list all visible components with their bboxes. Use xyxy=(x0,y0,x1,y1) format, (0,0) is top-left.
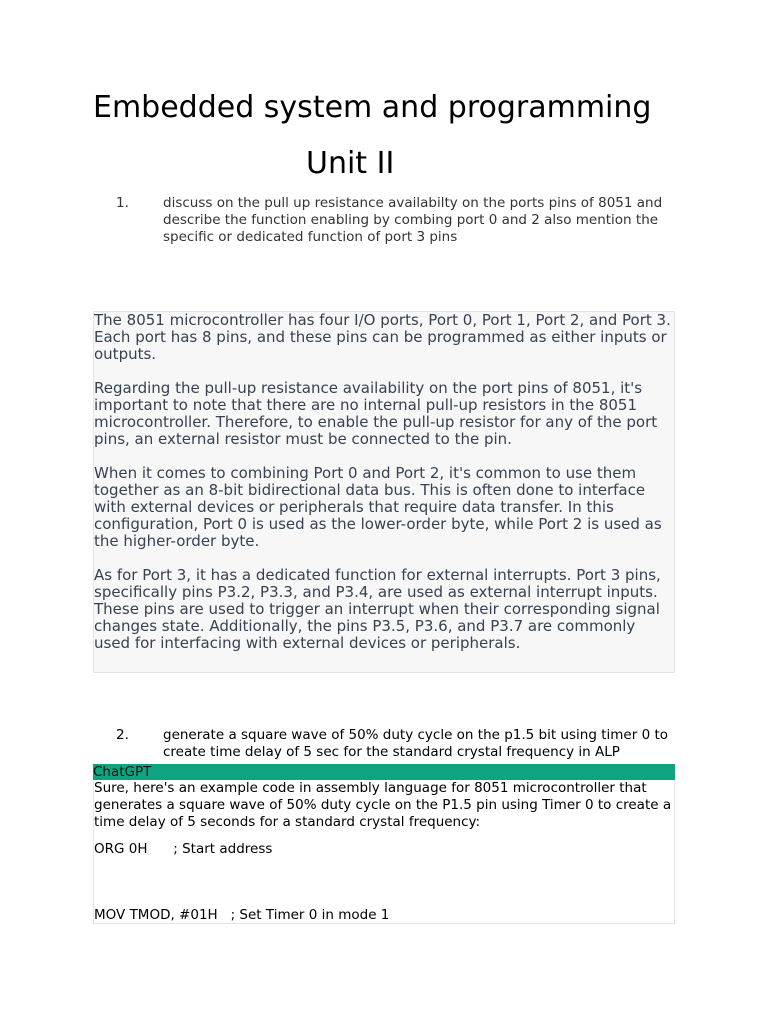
question-number: 1. xyxy=(116,195,129,211)
question-text: discuss on the pull up resistance availabilty on the ports pins of 8051 and describe the function enabling by combing port 0 and 2 also mention the specific or dedicated function of port 3 pins xyxy=(163,195,663,245)
answer-paragraph: The 8051 microcontroller has four I/O ports, Port 0, Port 1, Port 2, and Port 3. Each port has 8 pins, and these pins can be programmed as either inputs or outputs. xyxy=(94,311,671,363)
answer-paragraph: As for Port 3, it has a dedicated function for external interrupts. Port 3 pins, specifically pins P3.2, P3.3, and P3.4, are used as external interrupt inputs. These pins are used to trigger an interrupt when their corresponding signal changes state. Additionally, the pins P3.5, P3.6, and P3.7 are commonly used for interfacing with external devices or peripherals. xyxy=(94,566,661,652)
answer-2-box xyxy=(93,780,675,924)
code-line: ORG 0H ; Start address xyxy=(94,841,273,857)
answer-intro: Sure, here's an example code in assembly language for 8051 microcontroller that generates a square wave of 50% duty cycle on the P1.5 pin using Timer 0 to create a time delay of 5 seconds for a standard crystal frequency: xyxy=(94,780,672,830)
answer-paragraph: Regarding the pull-up resistance availability on the port pins of 8051, it's important to note that there are no internal pull-up resistors in the 8051 microcontroller. Therefore, to enable the pull-up resistor for any of the port pins, an external resistor must be connected to the pin. xyxy=(94,379,658,448)
document-title: Embedded system and programming xyxy=(93,90,652,125)
answer-paragraph: When it comes to combining Port 0 and Port 2, it's common to use them together as an 8-bit bidirectional data bus. This is often done to interface with external devices or peripherals that require data transfer. In this configuration, Port 0 is used as the lower-order byte, while Port 2 is used as the higher-order byte. xyxy=(94,464,662,550)
unit-title: Unit II xyxy=(306,146,395,181)
question-text: generate a square wave of 50% duty cycle on the p1.5 bit using timer 0 to create time delay of 5 sec for the standard crystal frequency in ALP xyxy=(163,727,668,760)
answer-1-box xyxy=(93,311,675,673)
code-line: MOV TMOD, #01H ; Set Timer 0 in mode 1 xyxy=(94,907,390,923)
chatgpt-header: ChatGPT xyxy=(93,764,675,780)
question-number: 2. xyxy=(116,727,129,743)
